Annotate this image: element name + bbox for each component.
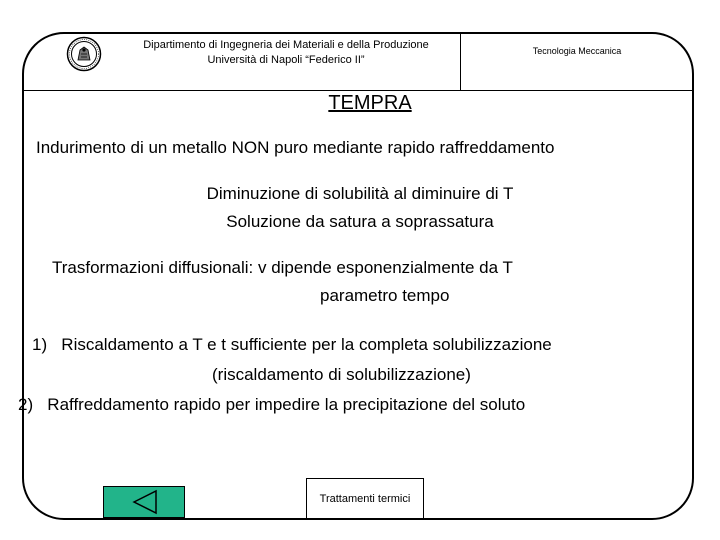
back-button[interactable] [103,486,185,518]
department-name: Dipartimento di Ingegneria dei Materiali e della Produzione [143,39,429,51]
diffusion-text-2: parametro tempo [320,286,450,305]
step-number: 1) [32,335,48,354]
step-1-note: (riscaldamento di solubilizzazione) [212,365,471,384]
step-2 [18,395,525,415]
step-number: 2) [18,395,34,414]
university-name: Università di Napoli “Federico II” [207,54,365,66]
header-separator [24,90,692,91]
university-seal-icon [66,36,102,72]
step-1 [32,335,552,355]
slide-title: TEMPRA [328,92,412,114]
step-text: Riscaldamento a T e t sufficiente per la completa solubilizzazione [61,335,552,354]
header-department [112,38,460,68]
solubility-text-1: Diminuzione di solubilità al diminuire di T [206,184,514,203]
back-arrow-icon [104,487,184,517]
diffusion-text-1: Trasformazioni diffusionali: v dipende esponenzialmente da T [52,258,513,277]
footer-section: Trattamenti termici [319,493,411,505]
course-name: Tecnologia Meccanica [532,46,622,56]
solubility-text-2: Soluzione da satura a soprassatura [226,212,494,231]
header-divider [460,34,461,90]
definition-text: Indurimento di un metallo NON puro mediante rapido raffreddamento [36,138,555,157]
step-text: Raffreddamento rapido per impedire la precipitazione del soluto [47,395,526,414]
